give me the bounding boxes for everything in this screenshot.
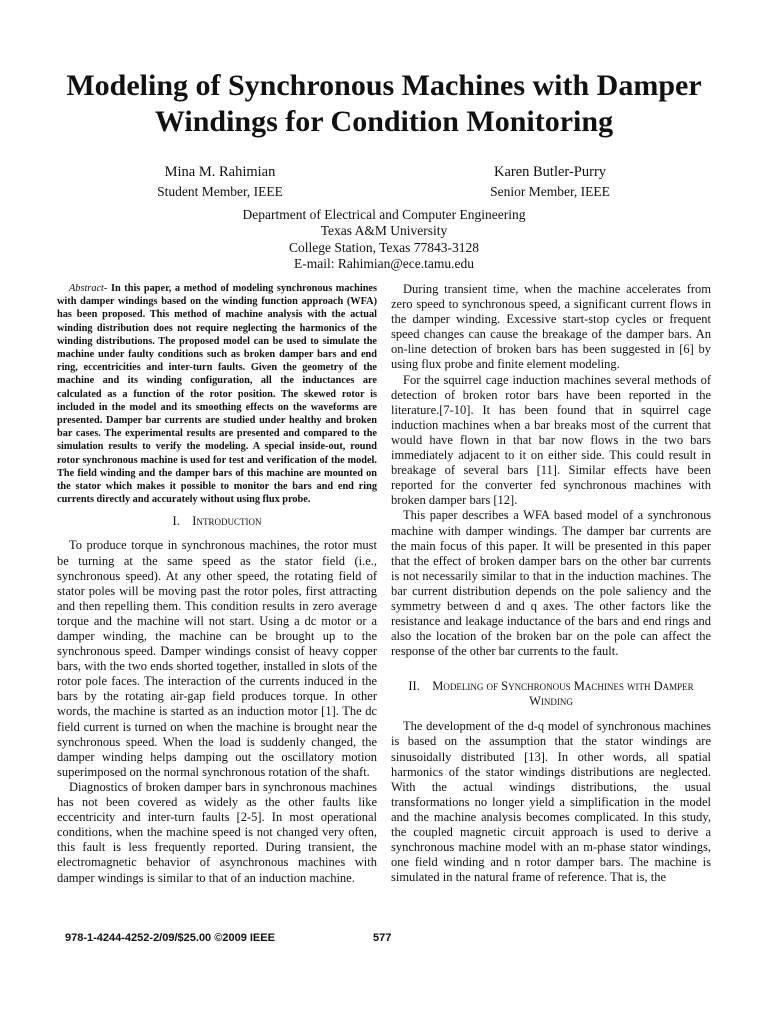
affiliation-line: College Station, Texas 77843-3128 (288, 239, 480, 255)
paragraph: To produce torque in synchronous machines, the rotor must be turning at the same speed as the stator field (i.e., synchronous speed). At any other speed, the rotating field of stator poles will be moving past the rotor poles, first attracting and then repelling them. This condition results in zero average torque and the machine will not start. Using a dc motor or a damper winding, the machine can be brought up to the synchronous speed. Damper windings consist of heavy copper bars, with the two ends shorted together, installed in slots of the rotor pole faces. The interaction of the currents induced in the bars by the rotating air-gap field produces torque. In other words, the machine is started as an induction motor [1]. The dc field current is turned on when the machine is brought near the synchronous speed. When the load is suddenly changed, the damper winding helps damping out the oscillatory motion superimposed on the normal synchronous rotation of the shaft. (57, 538, 377, 779)
title-line-1: Modeling of Synchronous Machines with Damper (66, 69, 702, 102)
author-block-1 (120, 162, 320, 202)
author-name: Mina M. Rahimian (164, 164, 276, 180)
affiliation-line: Texas A&M University (320, 223, 448, 239)
section-heading-introduction: I. Introduction (172, 514, 262, 529)
author-role: Senior Member, IEEE (490, 184, 610, 199)
affiliation-email: E-mail: Rahimian@ece.tamu.edu (294, 256, 474, 272)
abstract-body: In this paper, a method of modeling synchronous machines with damper windings based on the winding function approach (WFA) has been proposed. This method of machine analysis with the actual winding distribution does not require neglecting the harmonics of the winding distributions. The proposed model can be used to simulate the machine under faulty conditions such as broken damper bars and end ring, eccentricities and inter-turn faults. Given the geometry of the machine and its winding configuration, all the inductances are calculated as a function of the rotor position. The skewed rotor is included in the model and its smoothing effects on the waveforms are presented. Damper bar currents are studied under healthy and broken bar cases. The experimental results are presented and compared to the simulation results to verify the modeling. A special inside-out, round rotor synchronous machine is used for test and verification of the model. The field winding and the damper bars of this machine are mounted on the stator which makes it possible to monitor the bars and end ring currents directly and accurately without using flux probe. (57, 283, 377, 506)
right-column (391, 282, 711, 885)
section-heading-modeling (391, 679, 711, 709)
paragraph: This paper describes a WFA based model of a synchronous machine with damper windings. The damper bar currents are the main focus of this paper. It will be presented in this paper that the effect of broken damper bars on the other bar currents is not necessarily similar to that in the induction machines. The bar current distribution depends on the pole saliency and the symmetry between d and q axes. The other factors like the resistance and leakage inductance of the bars and end rings and also the location of the broken bar on the pole can affect the response of the other bar currents to the fault. (391, 508, 711, 659)
author-role: Student Member, IEEE (157, 184, 283, 199)
paragraph: For the squirrel cage induction machines several methods of detection of broken rotor bars have been reported in the literature.[7-10]. It has been found that in squirrel cage induction machines when a bar breaks most of the current that would have flown in that bar now flows in the two bars immediately adjacent to it on either side. This could result in breakage of several bars [11]. Similar effects have been reported for the converter fed synchronous machines with broken damper bars [12]. (391, 372, 711, 508)
paragraph: The development of the d-q model of synchronous machines is based on the assumption that the stator windings are sinusoidally distributed [13]. In other words, all spatial harmonics of the stator windings distributions are neglected. With the actual windings distributions, the usual transformations no longer yield a simplification in the model and the machine analysis becomes complicated. In this study, the coupled magnetic circuit approach is used to derive a synchronous machine model with an m-phase stator windings, one field winding and n rotor damper bars. The machine is simulated in the natural frame of reference. That is, the (391, 719, 711, 885)
section-heading-line: II. Modeling of Synchronous Machines with Damper (408, 679, 694, 694)
paragraph: During transient time, when the machine accelerates from zero speed to synchronous speed, a significant current flows in the damper winding. Excessive start-stop cycles or frequent speed changes can cause the breakage of the damper bars. An on-line detection of broken bars has been suggested in [6] by using flux probe and finite element modeling. (391, 282, 711, 372)
copyright-footer: 978-1-4244-4252-2/09/$25.00 ©2009 IEEE (65, 932, 275, 944)
affiliation (184, 207, 584, 273)
author-name: Karen Butler-Purry (493, 164, 607, 180)
title-line-2: Windings for Condition Monitoring (154, 105, 614, 138)
paper-title (40, 68, 728, 140)
abstract-lead: Abstract- (69, 283, 108, 294)
paragraph: Diagnostics of broken damper bars in synchronous machines has not been covered as widely as the other faults like eccentricity and inter-turn faults [2-5]. In most operational conditions, when the machine speed is not changed very often, this fault is less frequently reported. During transient, the electromagnetic behavior of asynchronous machines with damper windings is similar to that of an induction machine. (57, 779, 377, 885)
affiliation-line: Department of Electrical and Computer Engineering (242, 207, 526, 222)
author-block-2 (450, 162, 650, 202)
abstract (57, 282, 377, 506)
section-heading-line: Winding (529, 694, 573, 709)
page-number: 577 (373, 932, 392, 944)
left-column (57, 282, 377, 886)
